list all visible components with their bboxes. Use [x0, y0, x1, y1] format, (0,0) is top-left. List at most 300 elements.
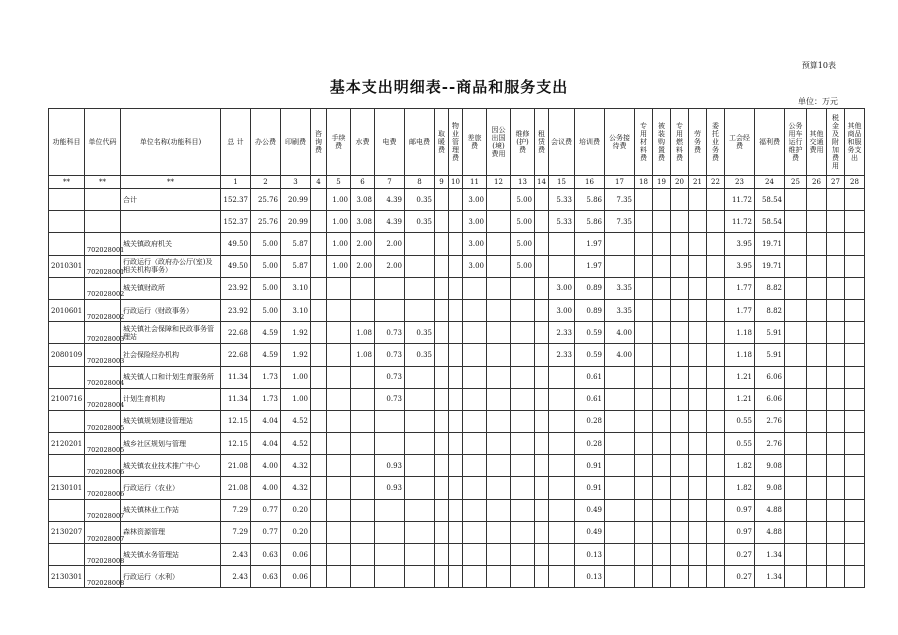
- amount-cell: [671, 366, 689, 388]
- page-title: 基本支出明细表--商品和服务支出: [329, 78, 569, 96]
- amount-cell: [689, 410, 707, 432]
- column-index: 13: [511, 176, 535, 189]
- amount-cell: [707, 211, 725, 233]
- column-header: 公务用车运行维护费: [785, 109, 807, 176]
- amount-cell: 9.08: [755, 455, 785, 477]
- amount-cell: [785, 455, 807, 477]
- amount-cell: 0.73: [375, 366, 405, 388]
- amount-cell: [487, 233, 511, 255]
- amount-cell: [845, 344, 865, 366]
- amount-cell: [405, 566, 435, 588]
- amount-cell: [405, 277, 435, 299]
- unit-name-cell: 行政运行（财政事务）: [121, 299, 221, 321]
- amount-cell: [311, 477, 327, 499]
- amount-cell: [327, 433, 351, 455]
- amount-cell: [311, 388, 327, 410]
- amount-cell: 23.92: [221, 277, 251, 299]
- unit-code-cell: 702028002: [85, 277, 121, 299]
- table-row: [49, 299, 865, 321]
- column-index: 3: [281, 176, 311, 189]
- amount-cell: [807, 322, 827, 344]
- amount-cell: 19.71: [755, 233, 785, 255]
- amount-cell: [511, 299, 535, 321]
- amount-cell: [511, 455, 535, 477]
- amount-cell: [635, 477, 653, 499]
- amount-cell: 5.00: [251, 299, 281, 321]
- function-code-cell: [49, 499, 85, 521]
- amount-cell: [845, 322, 865, 344]
- amount-cell: 0.97: [725, 521, 755, 543]
- unit-code-cell: 702028004: [85, 388, 121, 410]
- amount-cell: 58.54: [755, 211, 785, 233]
- function-code-cell: 2130101: [49, 477, 85, 499]
- amount-cell: 1.34: [755, 566, 785, 588]
- amount-cell: [845, 499, 865, 521]
- table-row: [49, 410, 865, 432]
- amount-cell: [449, 299, 463, 321]
- amount-cell: 25.76: [251, 189, 281, 211]
- amount-cell: [463, 410, 487, 432]
- amount-cell: [463, 433, 487, 455]
- column-header: 办公费: [251, 109, 281, 176]
- amount-cell: [807, 344, 827, 366]
- amount-cell: [487, 410, 511, 432]
- column-index: 17: [605, 176, 635, 189]
- amount-cell: [511, 366, 535, 388]
- unit-name-cell: 城关镇林业工作站: [121, 499, 221, 521]
- column-index: 5: [327, 176, 351, 189]
- amount-cell: [689, 277, 707, 299]
- amount-cell: [535, 566, 549, 588]
- amount-cell: [707, 455, 725, 477]
- amount-cell: 1.08: [351, 322, 375, 344]
- amount-cell: 0.27: [725, 544, 755, 566]
- column-header: 福利费: [755, 109, 785, 176]
- amount-cell: [689, 299, 707, 321]
- amount-cell: [311, 521, 327, 543]
- amount-cell: 21.08: [221, 455, 251, 477]
- amount-cell: [707, 189, 725, 211]
- amount-cell: [689, 477, 707, 499]
- amount-cell: [487, 477, 511, 499]
- amount-cell: [635, 233, 653, 255]
- amount-cell: [845, 521, 865, 543]
- amount-cell: [375, 521, 405, 543]
- amount-cell: [449, 410, 463, 432]
- amount-cell: [689, 233, 707, 255]
- amount-cell: [487, 544, 511, 566]
- amount-cell: [375, 544, 405, 566]
- amount-cell: [327, 499, 351, 521]
- amount-cell: [449, 455, 463, 477]
- amount-cell: [327, 566, 351, 588]
- amount-cell: [487, 455, 511, 477]
- amount-cell: [707, 255, 725, 277]
- amount-cell: [535, 322, 549, 344]
- amount-cell: [845, 433, 865, 455]
- amount-cell: 6.06: [755, 366, 785, 388]
- function-code-cell: [49, 277, 85, 299]
- amount-cell: [845, 544, 865, 566]
- amount-cell: [635, 410, 653, 432]
- column-header: 取暖费: [435, 109, 449, 176]
- amount-cell: 5.91: [755, 344, 785, 366]
- amount-cell: [845, 366, 865, 388]
- amount-cell: [535, 544, 549, 566]
- column-header: 单位代码: [85, 109, 121, 176]
- column-index: 27: [827, 176, 845, 189]
- amount-cell: 0.93: [375, 477, 405, 499]
- function-code-cell: [49, 233, 85, 255]
- amount-cell: [605, 255, 635, 277]
- function-code-cell: 2120201: [49, 433, 85, 455]
- amount-cell: 2.76: [755, 433, 785, 455]
- amount-cell: [827, 521, 845, 543]
- amount-cell: 8.82: [755, 277, 785, 299]
- amount-cell: 4.88: [755, 521, 785, 543]
- amount-cell: [635, 277, 653, 299]
- amount-cell: [535, 455, 549, 477]
- amount-cell: 0.20: [281, 499, 311, 521]
- amount-cell: [689, 521, 707, 543]
- amount-cell: [535, 477, 549, 499]
- amount-cell: 0.28: [575, 433, 605, 455]
- amount-cell: 49.50: [221, 255, 251, 277]
- unit-name-cell: 城乡社区规划与管理: [121, 433, 221, 455]
- unit-name-cell: 行政运行（政府办公厅(室)及相关机构事务）: [121, 255, 221, 277]
- table-row: [49, 499, 865, 521]
- unit-name-cell: 计划生育机构: [121, 388, 221, 410]
- amount-cell: [535, 499, 549, 521]
- table-row: [49, 455, 865, 477]
- amount-cell: 5.00: [251, 277, 281, 299]
- amount-cell: 1.92: [281, 344, 311, 366]
- column-header: 物业管理费: [449, 109, 463, 176]
- amount-cell: 0.61: [575, 388, 605, 410]
- amount-cell: [311, 211, 327, 233]
- amount-cell: 7.35: [605, 211, 635, 233]
- amount-cell: [535, 233, 549, 255]
- amount-cell: [807, 566, 827, 588]
- amount-cell: [653, 455, 671, 477]
- amount-cell: [653, 410, 671, 432]
- amount-cell: [635, 211, 653, 233]
- amount-cell: [449, 566, 463, 588]
- amount-cell: [435, 566, 449, 588]
- table-row: [49, 211, 865, 233]
- amount-cell: 8.82: [755, 299, 785, 321]
- amount-cell: [435, 388, 449, 410]
- amount-cell: 0.55: [725, 410, 755, 432]
- unit-code-cell: 702028002: [85, 299, 121, 321]
- amount-cell: 11.72: [725, 211, 755, 233]
- amount-cell: [785, 211, 807, 233]
- amount-cell: [671, 277, 689, 299]
- amount-cell: [449, 366, 463, 388]
- amount-cell: [435, 255, 449, 277]
- column-index: 24: [755, 176, 785, 189]
- amount-cell: 0.91: [575, 477, 605, 499]
- amount-cell: [311, 344, 327, 366]
- amount-cell: [351, 544, 375, 566]
- unit-code-cell: 702028008: [85, 544, 121, 566]
- column-index: 20: [671, 176, 689, 189]
- amount-cell: [351, 433, 375, 455]
- amount-cell: 4.52: [281, 433, 311, 455]
- amount-cell: 0.93: [375, 455, 405, 477]
- amount-cell: 0.63: [251, 566, 281, 588]
- amount-cell: 3.00: [463, 233, 487, 255]
- column-header: 维修(护)费: [511, 109, 535, 176]
- column-index: 21: [689, 176, 707, 189]
- amount-cell: [327, 477, 351, 499]
- amount-cell: [653, 322, 671, 344]
- amount-cell: 7.29: [221, 499, 251, 521]
- amount-cell: 1.92: [281, 322, 311, 344]
- amount-cell: 4.04: [251, 433, 281, 455]
- table-row: [49, 277, 865, 299]
- amount-cell: [487, 521, 511, 543]
- amount-cell: [689, 322, 707, 344]
- amount-cell: [327, 521, 351, 543]
- column-header: 劳务费: [689, 109, 707, 176]
- amount-cell: [671, 455, 689, 477]
- amount-cell: [463, 277, 487, 299]
- amount-cell: [449, 477, 463, 499]
- amount-cell: [845, 277, 865, 299]
- amount-cell: 2.43: [221, 544, 251, 566]
- amount-cell: [487, 277, 511, 299]
- amount-cell: [671, 544, 689, 566]
- amount-cell: [435, 322, 449, 344]
- amount-cell: [707, 299, 725, 321]
- amount-cell: [435, 544, 449, 566]
- amount-cell: [707, 277, 725, 299]
- column-index: 1: [221, 176, 251, 189]
- amount-cell: [327, 544, 351, 566]
- amount-cell: 0.35: [405, 189, 435, 211]
- amount-cell: 1.00: [281, 366, 311, 388]
- column-header: 水费: [351, 109, 375, 176]
- amount-cell: 4.39: [375, 189, 405, 211]
- amount-cell: [549, 477, 575, 499]
- amount-cell: 2.00: [375, 233, 405, 255]
- amount-cell: [435, 344, 449, 366]
- amount-cell: [827, 566, 845, 588]
- amount-cell: [311, 366, 327, 388]
- unit-label: 单位：万元: [798, 97, 838, 106]
- amount-cell: [827, 366, 845, 388]
- amount-cell: [405, 388, 435, 410]
- amount-cell: 5.00: [511, 189, 535, 211]
- amount-cell: 1.97: [575, 255, 605, 277]
- amount-cell: [689, 255, 707, 277]
- amount-cell: [435, 455, 449, 477]
- amount-cell: [351, 499, 375, 521]
- table-row: [49, 521, 865, 543]
- amount-cell: [785, 366, 807, 388]
- amount-cell: [311, 544, 327, 566]
- amount-cell: [449, 277, 463, 299]
- amount-cell: [435, 189, 449, 211]
- function-code-cell: 2130301: [49, 566, 85, 588]
- amount-cell: [511, 410, 535, 432]
- amount-cell: 2.76: [755, 410, 785, 432]
- amount-cell: [807, 410, 827, 432]
- unit-name-cell: 城关镇水务管理站: [121, 544, 221, 566]
- amount-cell: [807, 299, 827, 321]
- amount-cell: 4.32: [281, 477, 311, 499]
- amount-cell: [311, 566, 327, 588]
- function-code-cell: [49, 189, 85, 211]
- amount-cell: [511, 277, 535, 299]
- amount-cell: [311, 233, 327, 255]
- amount-cell: [463, 322, 487, 344]
- amount-cell: [635, 521, 653, 543]
- amount-cell: 0.77: [251, 499, 281, 521]
- function-code-cell: [49, 455, 85, 477]
- amount-cell: 1.00: [327, 255, 351, 277]
- amount-cell: [535, 521, 549, 543]
- amount-cell: 3.00: [463, 255, 487, 277]
- column-index: 10: [449, 176, 463, 189]
- amount-cell: [671, 255, 689, 277]
- amount-cell: 2.00: [375, 255, 405, 277]
- amount-cell: [549, 544, 575, 566]
- amount-cell: [635, 366, 653, 388]
- amount-cell: 0.61: [575, 366, 605, 388]
- amount-cell: [487, 211, 511, 233]
- amount-cell: [463, 455, 487, 477]
- amount-cell: [327, 410, 351, 432]
- amount-cell: [605, 233, 635, 255]
- amount-cell: [785, 299, 807, 321]
- amount-cell: [653, 388, 671, 410]
- function-code-cell: [49, 544, 85, 566]
- amount-cell: [327, 388, 351, 410]
- amount-cell: [827, 410, 845, 432]
- amount-cell: [405, 455, 435, 477]
- amount-cell: [449, 211, 463, 233]
- amount-cell: [707, 344, 725, 366]
- amount-cell: 3.00: [549, 299, 575, 321]
- amount-cell: [511, 433, 535, 455]
- amount-cell: [487, 566, 511, 588]
- amount-cell: 0.06: [281, 544, 311, 566]
- amount-cell: [653, 499, 671, 521]
- function-code-cell: [49, 366, 85, 388]
- amount-cell: [689, 544, 707, 566]
- amount-cell: [785, 233, 807, 255]
- amount-cell: [375, 299, 405, 321]
- amount-cell: 5.00: [511, 255, 535, 277]
- amount-cell: 4.00: [251, 477, 281, 499]
- amount-cell: [549, 410, 575, 432]
- amount-cell: [785, 566, 807, 588]
- amount-cell: [487, 255, 511, 277]
- amount-cell: [707, 388, 725, 410]
- amount-cell: [405, 477, 435, 499]
- amount-cell: [785, 410, 807, 432]
- amount-cell: [487, 299, 511, 321]
- amount-cell: [807, 455, 827, 477]
- amount-cell: [845, 477, 865, 499]
- amount-cell: [605, 410, 635, 432]
- amount-cell: [653, 433, 671, 455]
- amount-cell: 20.99: [281, 189, 311, 211]
- amount-cell: [785, 388, 807, 410]
- amount-cell: [653, 477, 671, 499]
- amount-cell: [535, 344, 549, 366]
- table-row: [49, 233, 865, 255]
- column-index: 23: [725, 176, 755, 189]
- amount-cell: [707, 233, 725, 255]
- amount-cell: [405, 233, 435, 255]
- amount-cell: [635, 189, 653, 211]
- unit-code-cell: 702028005: [85, 410, 121, 432]
- amount-cell: 0.89: [575, 299, 605, 321]
- amount-cell: [311, 455, 327, 477]
- amount-cell: [671, 566, 689, 588]
- function-code-cell: 2010301: [49, 255, 85, 277]
- amount-cell: [605, 499, 635, 521]
- amount-cell: [375, 499, 405, 521]
- amount-cell: [707, 410, 725, 432]
- amount-cell: [435, 499, 449, 521]
- unit-code-cell: 702028004: [85, 366, 121, 388]
- amount-cell: [707, 366, 725, 388]
- amount-cell: [707, 566, 725, 588]
- amount-cell: [375, 410, 405, 432]
- column-index: 6: [351, 176, 375, 189]
- amount-cell: [807, 433, 827, 455]
- column-header: 总 计: [221, 109, 251, 176]
- amount-cell: [785, 477, 807, 499]
- amount-cell: 3.10: [281, 277, 311, 299]
- amount-cell: [351, 455, 375, 477]
- table-row: [49, 433, 865, 455]
- column-index: 19: [653, 176, 671, 189]
- amount-cell: [807, 477, 827, 499]
- amount-cell: [635, 544, 653, 566]
- amount-cell: [327, 344, 351, 366]
- amount-cell: 1.21: [725, 388, 755, 410]
- amount-cell: [463, 544, 487, 566]
- amount-cell: [435, 299, 449, 321]
- amount-cell: [653, 299, 671, 321]
- amount-cell: 2.00: [351, 255, 375, 277]
- amount-cell: 3.95: [725, 255, 755, 277]
- amount-cell: [375, 277, 405, 299]
- unit-name-cell: 森林资源管理: [121, 521, 221, 543]
- amount-cell: 0.73: [375, 322, 405, 344]
- amount-cell: [807, 233, 827, 255]
- form-number: 预算10表: [801, 61, 836, 70]
- amount-cell: [463, 366, 487, 388]
- amount-cell: [549, 433, 575, 455]
- unit-code-cell: [85, 189, 121, 211]
- amount-cell: [511, 521, 535, 543]
- amount-cell: [785, 499, 807, 521]
- amount-cell: 5.33: [549, 211, 575, 233]
- amount-cell: [511, 344, 535, 366]
- amount-cell: [653, 344, 671, 366]
- table-row: [49, 322, 865, 344]
- amount-cell: [671, 521, 689, 543]
- amount-cell: [535, 255, 549, 277]
- amount-cell: [671, 233, 689, 255]
- column-index: 11: [463, 176, 487, 189]
